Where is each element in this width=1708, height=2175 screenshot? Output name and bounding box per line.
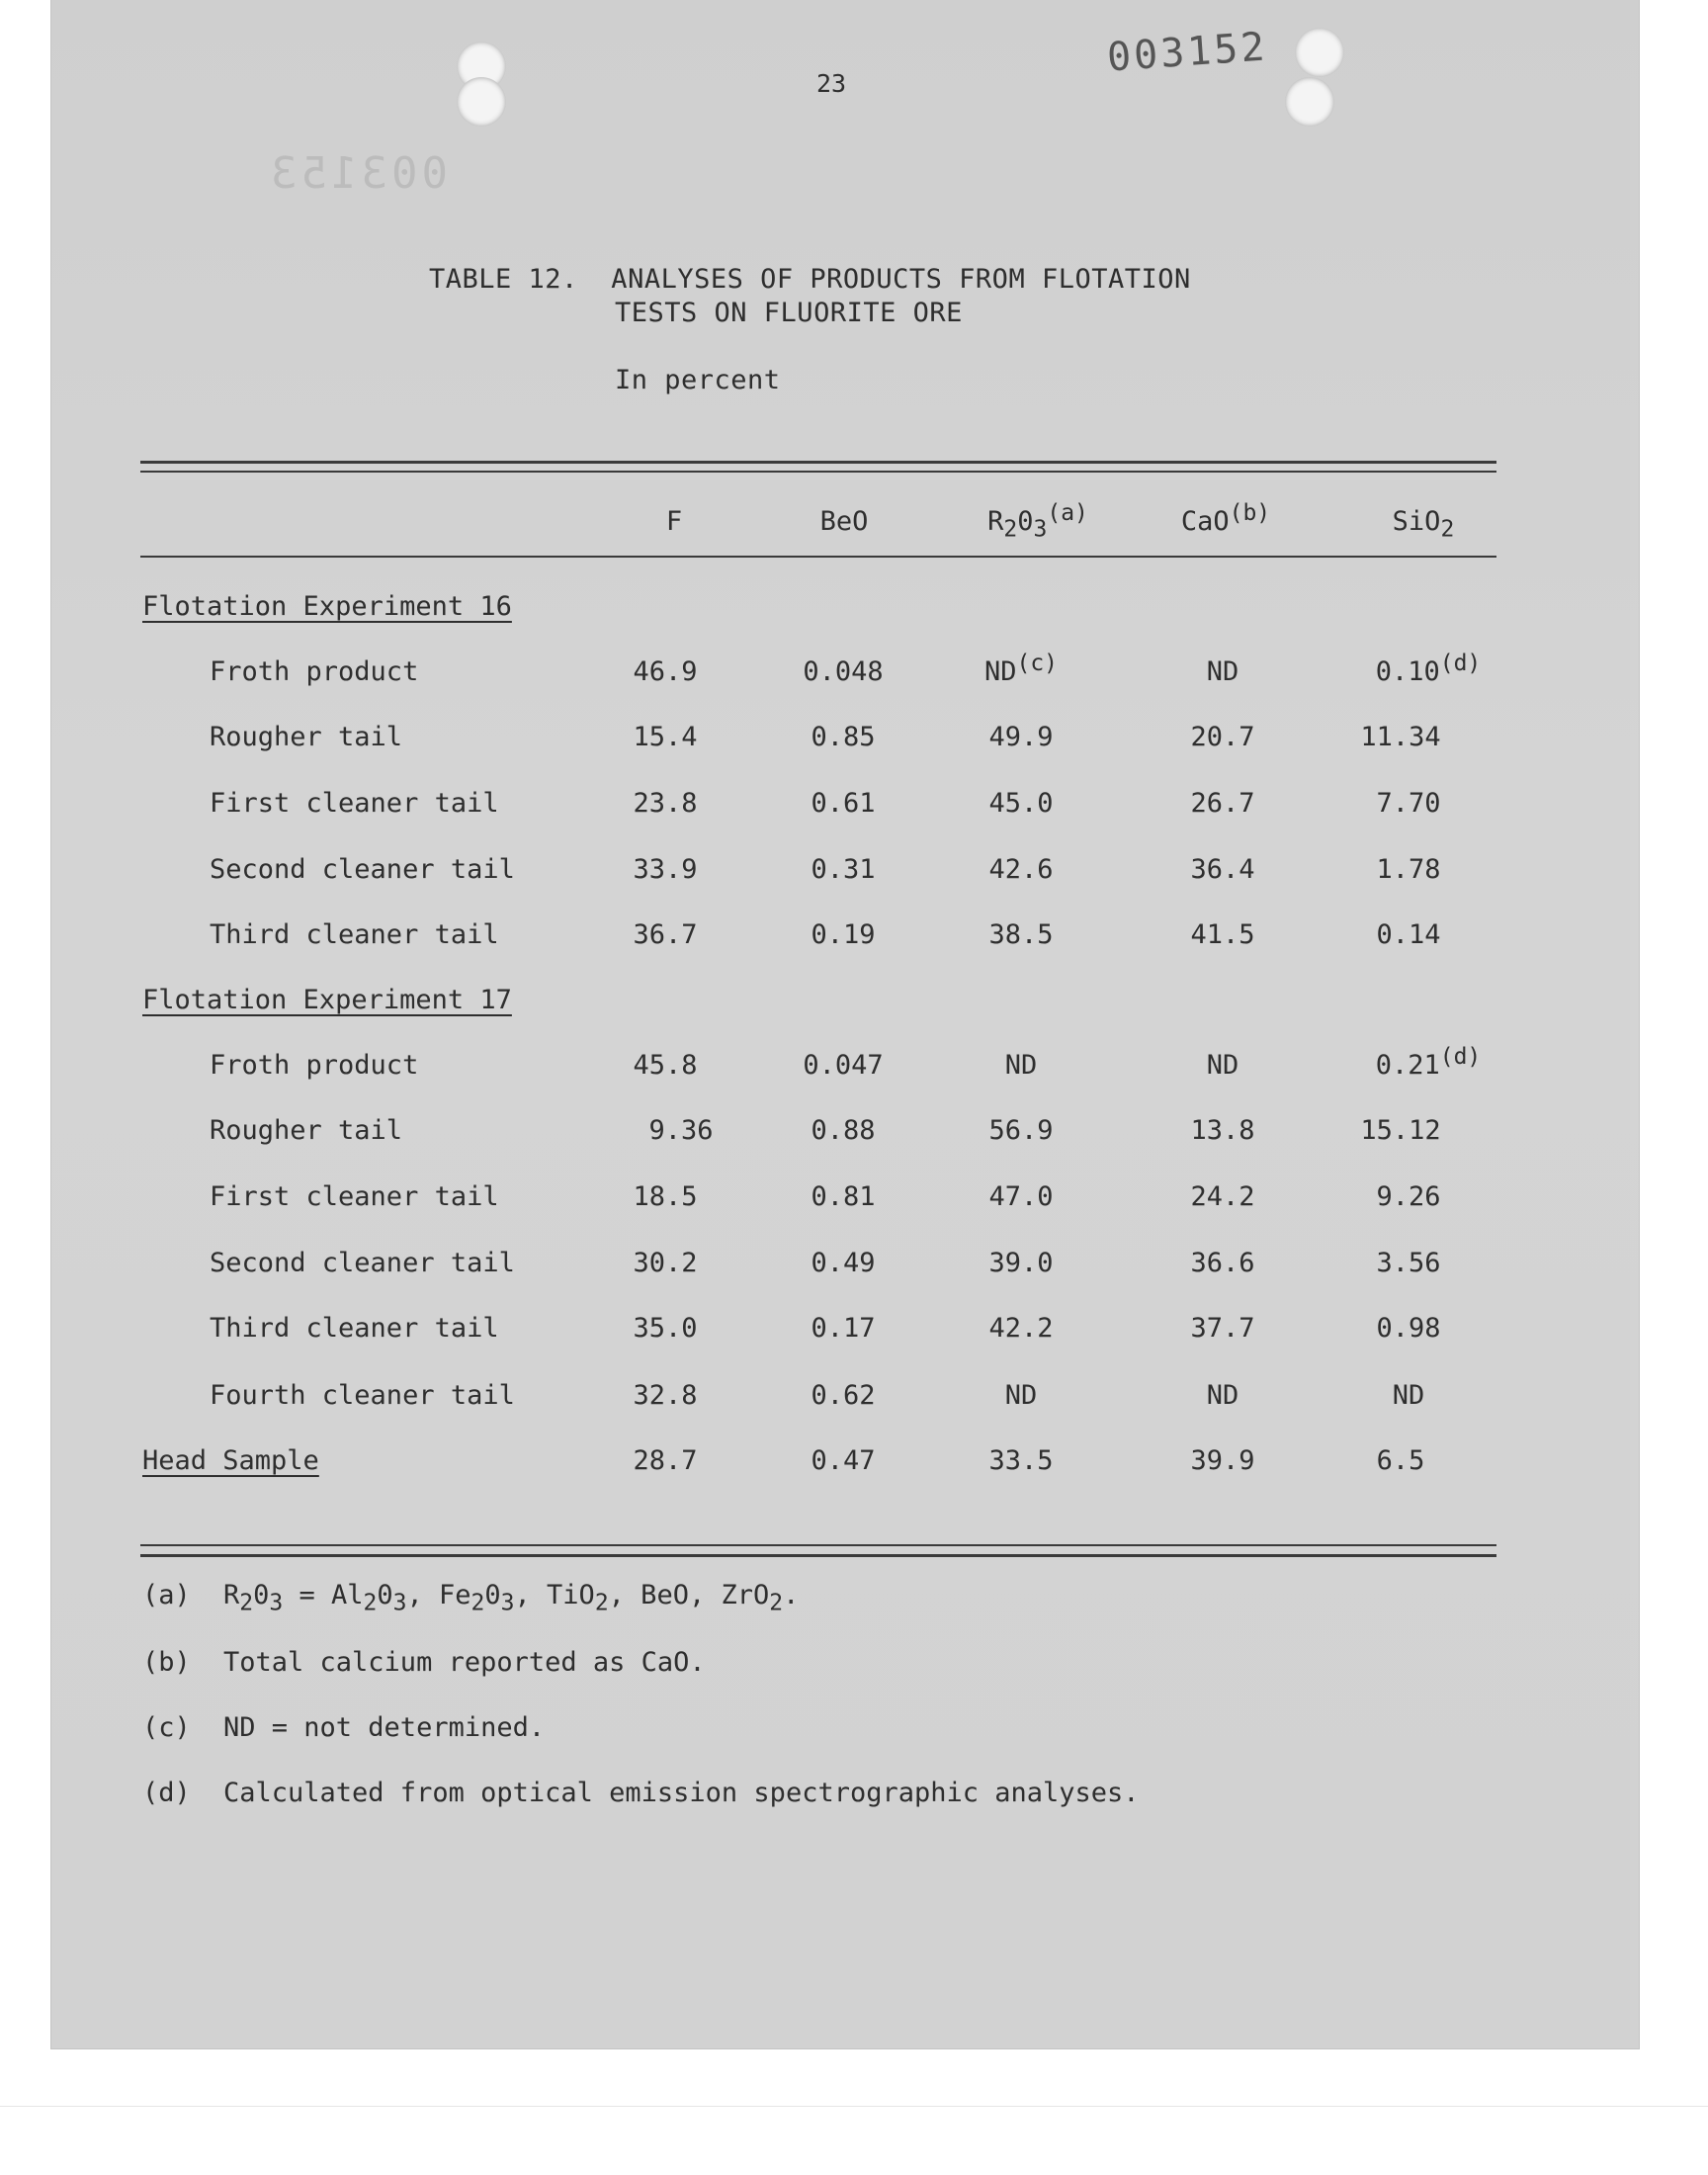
footnote-c: (c) ND = not determined. — [142, 1712, 546, 1743]
table-bottom-rule-outer — [140, 1554, 1496, 1557]
cell-cao: 36.4 — [1190, 854, 1255, 885]
cell-f: 32.8 — [633, 1380, 698, 1411]
cell-sio2: 6.5 — [1376, 1445, 1425, 1476]
cell-beo: 0.47 — [811, 1445, 876, 1476]
cell-sio2: 0.21(d) — [1375, 1044, 1482, 1081]
table-bottom-rule — [140, 1544, 1496, 1546]
cell-cao: ND — [1206, 1050, 1239, 1081]
row-label: First cleaner tail — [210, 1181, 499, 1212]
column-header-beo: BeO — [819, 506, 869, 537]
cell-sio2: 11.34 — [1360, 722, 1441, 752]
cell-sio2: ND — [1392, 1380, 1425, 1411]
footnote-a: (a) R203 = Al203, Fe203, TiO2, BeO, ZrO2. — [142, 1580, 800, 1616]
cell-f: 45.8 — [633, 1050, 698, 1081]
cell-r2o3: 42.2 — [988, 1313, 1054, 1344]
cell-r2o3: 47.0 — [988, 1181, 1054, 1212]
cell-r2o3: 38.5 — [988, 919, 1054, 950]
cell-f: 35.0 — [633, 1313, 698, 1344]
footnote-d: (d) Calculated from optical emission spectrographic analyses. — [142, 1778, 1140, 1808]
row-label: Froth product — [210, 656, 419, 687]
cell-beo: 0.047 — [803, 1050, 884, 1081]
cell-beo: 0.62 — [811, 1380, 876, 1411]
row-label: Fourth cleaner tail — [210, 1380, 515, 1411]
binder-hole — [457, 77, 506, 127]
cell-cao: 20.7 — [1190, 722, 1255, 752]
header-rule — [140, 556, 1496, 558]
cell-r2o3: 42.6 — [988, 854, 1054, 885]
cell-cao: 26.7 — [1190, 788, 1255, 819]
cell-sio2: 9.26 — [1376, 1181, 1441, 1212]
cell-r2o3: ND(c) — [983, 651, 1059, 687]
cell-cao: 41.5 — [1190, 919, 1255, 950]
column-header-r2o3: R203(a) — [987, 500, 1088, 543]
binder-hole — [1285, 77, 1334, 127]
cell-r2o3: 56.9 — [988, 1115, 1054, 1146]
cell-r2o3: 45.0 — [988, 788, 1054, 819]
cell-f: 30.2 — [633, 1248, 698, 1278]
cell-f: 18.5 — [633, 1181, 698, 1212]
cell-beo: 0.49 — [811, 1248, 876, 1278]
cell-beo: 0.85 — [811, 722, 876, 752]
row-label: Third cleaner tail — [210, 1313, 499, 1344]
cell-sio2: 3.56 — [1376, 1248, 1441, 1278]
table-units: In percent — [615, 365, 781, 395]
cell-sio2: 0.98 — [1376, 1313, 1441, 1344]
binder-hole — [1295, 28, 1344, 77]
cell-sio2: 1.78 — [1376, 854, 1441, 885]
cell-cao: 36.6 — [1190, 1248, 1255, 1278]
cell-cao: 13.8 — [1190, 1115, 1255, 1146]
column-header-cao: CaO(b) — [1180, 500, 1271, 537]
cell-sio2: 0.10(d) — [1375, 651, 1482, 687]
cell-f: 23.8 — [633, 788, 698, 819]
table-top-rule — [140, 461, 1496, 464]
cell-cao: 39.9 — [1190, 1445, 1255, 1476]
column-header-sio2: SiO2 — [1392, 506, 1455, 543]
row-label: Second cleaner tail — [210, 1248, 515, 1278]
cell-cao: ND — [1206, 1380, 1239, 1411]
table-top-rule-inner — [140, 471, 1496, 473]
table-title-line-1: TABLE 12. ANALYSES OF PRODUCTS FROM FLOTATION — [429, 264, 1191, 295]
cell-beo: 0.19 — [811, 919, 876, 950]
cell-sio2: 0.14 — [1376, 919, 1441, 950]
cell-f: 33.9 — [633, 854, 698, 885]
cell-cao: 24.2 — [1190, 1181, 1255, 1212]
table-title-line-2: TESTS ON FLUORITE ORE — [615, 298, 963, 328]
cell-f: 36.7 — [633, 919, 698, 950]
row-label: Rougher tail — [210, 722, 403, 752]
cell-r2o3: ND — [1004, 1380, 1038, 1411]
cell-r2o3: 33.5 — [988, 1445, 1054, 1476]
cell-cao: ND — [1206, 656, 1239, 687]
cell-beo: 0.81 — [811, 1181, 876, 1212]
scan-edge-line — [0, 2106, 1708, 2107]
cell-beo: 0.17 — [811, 1313, 876, 1344]
bleed-through-stamp: 003153 — [267, 148, 448, 199]
cell-f: 9.36 — [648, 1115, 714, 1146]
cell-beo: 0.88 — [811, 1115, 876, 1146]
cell-f: 15.4 — [633, 722, 698, 752]
cell-beo: 0.048 — [803, 656, 884, 687]
cell-sio2: 7.70 — [1376, 788, 1441, 819]
cell-f: 28.7 — [633, 1445, 698, 1476]
cell-beo: 0.31 — [811, 854, 876, 885]
row-label: Froth product — [210, 1050, 419, 1081]
cell-r2o3: 39.0 — [988, 1248, 1054, 1278]
cell-r2o3: ND — [1004, 1050, 1038, 1081]
cell-sio2: 15.12 — [1360, 1115, 1441, 1146]
row-label: Second cleaner tail — [210, 854, 515, 885]
cell-r2o3: 49.9 — [988, 722, 1054, 752]
footnote-b: (b) Total calcium reported as CaO. — [142, 1647, 706, 1678]
cell-f: 46.9 — [633, 656, 698, 687]
cell-beo: 0.61 — [811, 788, 876, 819]
section-heading-experiment-17: Flotation Experiment 17 — [142, 985, 512, 1015]
row-label: First cleaner tail — [210, 788, 499, 819]
row-label: Third cleaner tail — [210, 919, 499, 950]
cell-cao: 37.7 — [1190, 1313, 1255, 1344]
document-stamp: 003152 — [1105, 24, 1269, 81]
page-number: 23 — [816, 69, 847, 98]
row-label: Rougher tail — [210, 1115, 403, 1146]
head-sample-label: Head Sample — [142, 1445, 319, 1476]
section-heading-experiment-16: Flotation Experiment 16 — [142, 591, 512, 622]
column-header-f: F — [665, 506, 683, 537]
